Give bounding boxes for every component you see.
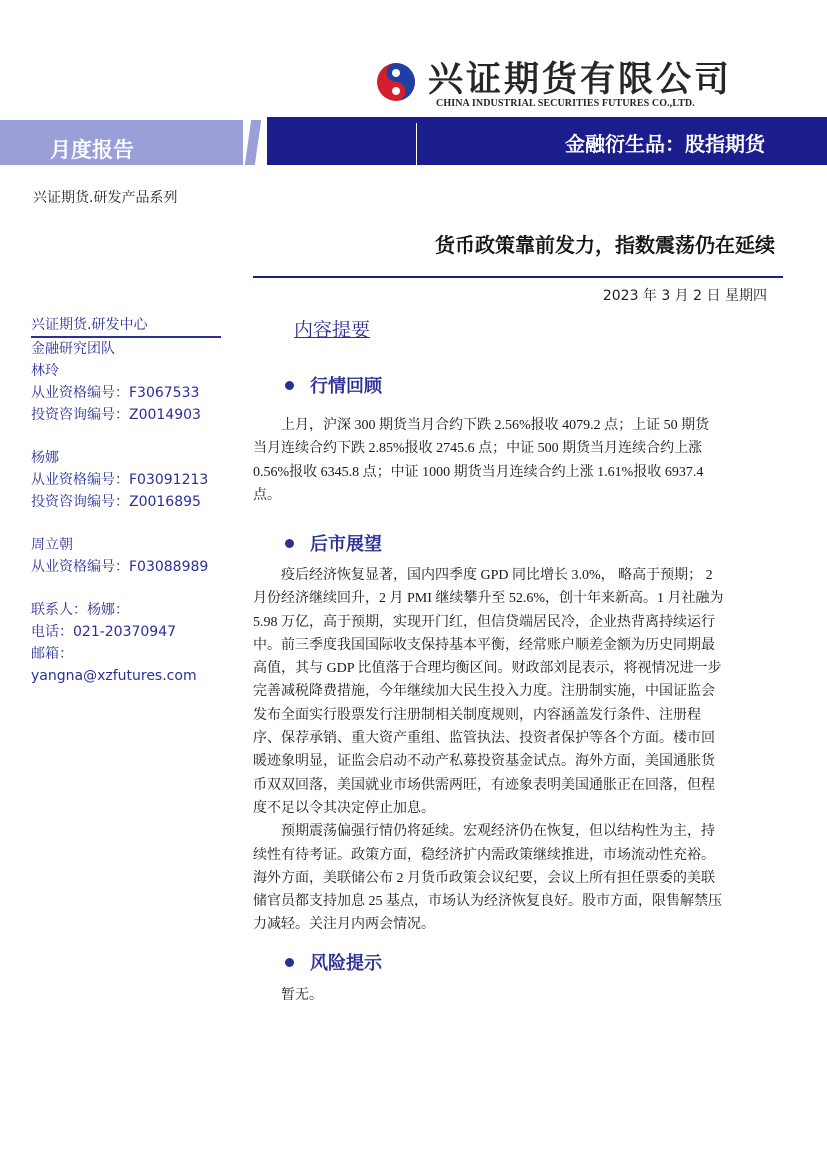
banner-slash [245, 120, 261, 165]
research-info-column [31, 314, 221, 687]
contact-phone: 电话：021-20370947 [31, 624, 177, 640]
text-line: 点。 [253, 487, 281, 503]
text-line: 续性有待考证。政策方面，稳经济扩内需政策继续推进，市场流动性充裕。 [253, 847, 715, 863]
text-line: 上月，沪深 300 期货当月合约下跌 2.56%报收 4079.2 点；上证 50 期货 [281, 418, 710, 433]
section-heading-market-review: 行情回顾 [285, 372, 382, 398]
research-center: 兴证期货.研发中心 [31, 314, 221, 338]
bullet-icon [285, 539, 294, 548]
report-title: 货币政策靠前发力，指数震荡仍在延续 [435, 233, 775, 257]
text-line: 5.98 万亿，高于预期，实现开门红，但信贷端居民冷，企业热背离持续运行 [253, 614, 715, 630]
company-name-en: CHINA INDUSTRIAL SECURITIES FUTURES CO.,LTD. [436, 98, 695, 109]
contact-person: 联系人：杨娜： [31, 602, 129, 618]
company-name-cn: 兴证期货有限公司 [428, 59, 733, 100]
analyst-license: 投资咨询编号：Z0014903 [31, 407, 201, 423]
report-banner [0, 117, 827, 165]
section-body-market-review [253, 414, 773, 507]
section-heading-risk: 风险提示 [285, 949, 382, 975]
text-line: 发布全面实行股票发行注册制相关制度规则，内容涵盖发行条件、注册程 [253, 707, 701, 723]
analyst-license: 从业资格编号：F3067533 [31, 385, 200, 401]
analyst-license: 从业资格编号：F03091213 [31, 472, 209, 488]
text-line: 海外方面，美联储公布 2 月货币政策会议纪要，会议上所有担任票委的美联 [253, 870, 715, 886]
text-line: 预期震荡偏强行情仍将延续。宏观经济仍在恢复，但以结构性为主，持 [281, 824, 715, 840]
contact-email[interactable]: yangna@xzfutures.com [31, 668, 197, 684]
summary-heading: 内容提要 [294, 319, 371, 341]
company-logo [376, 60, 776, 115]
analyst-name: 周立朝 [31, 537, 73, 553]
section-body-risk [253, 984, 773, 1007]
report-date: 2023 年 3 月 2 日 星期四 [602, 288, 767, 304]
text-line: 力减轻。关注月内两会情况。 [253, 917, 435, 933]
banner-divider [416, 123, 417, 165]
text-line: 序、保荐承销、重大资产重组、监管执法、投资者保护等各个方面。楼市回 [253, 731, 715, 747]
text-line: 中。前三季度我国国际收支保持基本平衡，经常账户顺差金额为历史同期最 [253, 637, 715, 653]
company-logo-icon [376, 62, 416, 102]
product-series: 兴证期货.研发产品系列 [33, 190, 178, 206]
text-line: 月份经济继续回升，2 月 PMI 继续攀升至 52.6%，创十年来新高。1 月社融为 [253, 591, 724, 607]
contact-email-label: 邮箱： [31, 646, 73, 662]
text-line: 暂无。 [281, 988, 323, 1003]
text-line: 币双双回落，美国就业市场供需两旺，有迹象表明美国通胀正在回落，但程 [253, 777, 715, 793]
text-line: 完善减税降费措施，今年继续加大民生投入力度。注册制实施，中国证监会 [253, 684, 715, 700]
analyst-name: 林玲 [31, 363, 59, 379]
title-divider [253, 276, 783, 278]
text-line: 度不足以令其决定停止加息。 [253, 800, 435, 816]
report-category-label: 金融衍生品：股指期货 [565, 132, 765, 156]
bullet-icon [285, 381, 294, 390]
text-line: 疫后经济恢复显著，国内四季度 GPD 同比增长 3.0%， 略高于预期； 2 [281, 568, 713, 583]
text-line: 暖迹象明显，证监会启动不动产私募投资基金试点。海外方面，美国通胀货 [253, 754, 715, 770]
analyst-name: 杨娜 [31, 450, 59, 466]
report-type-label: 月度报告 [50, 138, 134, 162]
section-heading-outlook: 后市展望 [285, 530, 382, 556]
analyst-license: 从业资格编号：F03088989 [31, 559, 209, 575]
text-line: 储官员都支持加息 25 基点，市场认为经济恢复良好。股市方面，限售解禁压 [253, 894, 722, 910]
bullet-icon [285, 958, 294, 967]
text-line: 高值，其与 GDP 比值落于合理均衡区间。财政部刘昆表示，将视情况进一步 [253, 661, 722, 677]
text-line: 当月连续合约下跌 2.85%报收 2745.6 点；中证 500 期货当月连续合约上涨 [253, 441, 703, 457]
research-team: 金融研究团队 [31, 341, 115, 357]
analyst-license: 投资咨询编号：Z0016895 [31, 494, 201, 510]
text-line: 0.56%报收 6345.8 点；中证 1000 期货当月连续合约上涨 1.61%报收 6937.4 [253, 464, 704, 480]
section-body-outlook [253, 564, 773, 937]
